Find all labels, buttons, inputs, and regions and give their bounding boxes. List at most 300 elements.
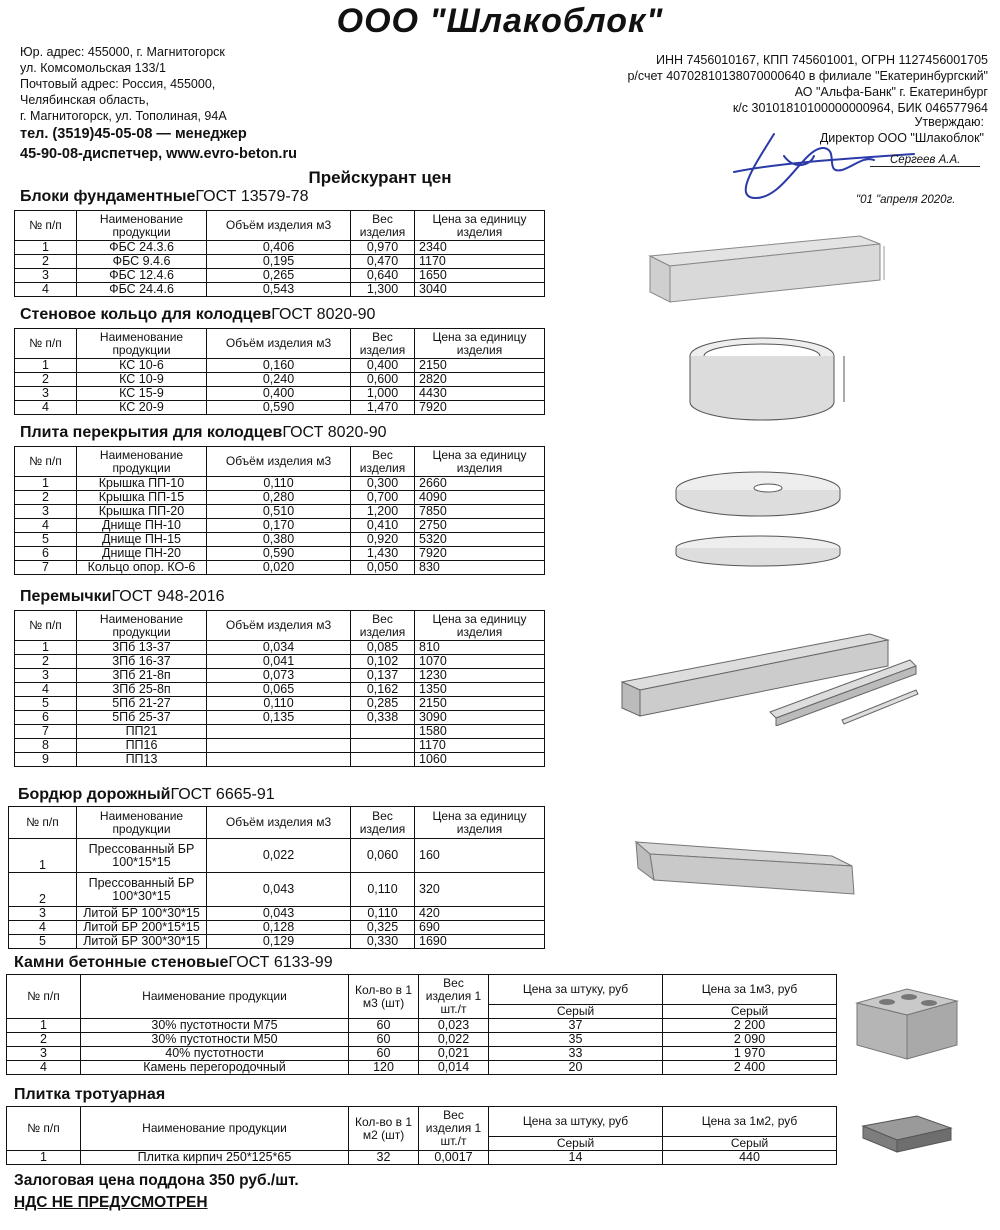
- cell-name: КС 10-6: [77, 359, 207, 373]
- cell-price-m3: 1 970: [663, 1047, 837, 1061]
- table-row: [15, 739, 545, 753]
- cell-num: 4: [7, 1061, 81, 1075]
- bank-line: к/с 30101810100000000964, БИК 046577964: [732, 101, 988, 115]
- cell-price: 7920: [415, 401, 545, 415]
- cell-weight: 0,021: [419, 1047, 489, 1061]
- address-line: Почтовый адрес: Россия, 455000,: [20, 77, 216, 91]
- cell-volume: 0,022: [207, 839, 351, 873]
- cell-price: 1070: [415, 655, 545, 669]
- cell-num: 1: [7, 1151, 81, 1165]
- cell-weight: [351, 753, 415, 767]
- col-weight: Вес изделия: [351, 447, 415, 477]
- col-num: № п/п: [9, 807, 77, 839]
- cell-name: ПП21: [77, 725, 207, 739]
- cell-weight: 0,022: [419, 1033, 489, 1047]
- table-row: [9, 921, 545, 935]
- cell-num: 1: [15, 359, 77, 373]
- table-ks: [14, 328, 545, 415]
- cell-weight: 0,300: [351, 477, 415, 491]
- col-num: № п/п: [15, 211, 77, 241]
- table-row: [15, 359, 545, 373]
- cell-num: 6: [15, 547, 77, 561]
- document-date: "01 "апреля 2020г.: [856, 194, 956, 206]
- table-row: [9, 907, 545, 921]
- cell-weight: 0,640: [351, 269, 415, 283]
- section-title-tiles: [14, 1086, 165, 1104]
- cell-num: 9: [15, 753, 77, 767]
- col-price-m3: Цена за 1м3, руб: [663, 975, 837, 1005]
- col-name: Наименование продукции: [77, 447, 207, 477]
- cell-price: 2340: [415, 241, 545, 255]
- table-stones: [6, 974, 977, 1075]
- cell-name: 30% пустотности М50: [81, 1033, 349, 1047]
- cell-num: 1: [9, 839, 77, 873]
- cell-num: 8: [15, 739, 77, 753]
- cell-price-m3: 2 090: [663, 1033, 837, 1047]
- col-grey: Серый: [489, 1137, 663, 1151]
- cell-price-piece: 37: [489, 1019, 663, 1033]
- table-row: [15, 533, 545, 547]
- cell-num: 3: [9, 907, 77, 921]
- section-gost: ГОСТ 8020-90: [282, 424, 387, 441]
- cell-volume: 0,129: [207, 935, 351, 949]
- cell-num: 2: [15, 491, 77, 505]
- table-row: [15, 387, 545, 401]
- cell-num: 2: [15, 655, 77, 669]
- cell-price: 3040: [415, 283, 545, 297]
- cell-weight: 0,060: [351, 839, 415, 873]
- cell-name: Крышка ПП-15: [77, 491, 207, 505]
- cell-volume: 0,043: [207, 907, 351, 921]
- cell-volume: 0,020: [207, 561, 351, 575]
- cell-weight: 1,470: [351, 401, 415, 415]
- table-row: [15, 669, 545, 683]
- col-weight: Вес изделия: [351, 211, 415, 241]
- cell-weight: 0,0017: [419, 1151, 489, 1165]
- cell-name: КС 10-9: [77, 373, 207, 387]
- cell-num: 3: [15, 505, 77, 519]
- cell-name: 3Пб 13-37: [77, 641, 207, 655]
- cell-weight: 0,410: [351, 519, 415, 533]
- cell-num: 5: [9, 935, 77, 949]
- cell-price: 810: [415, 641, 545, 655]
- col-qty: Кол-во в 1 м3 (шт): [349, 975, 419, 1019]
- cell-price-piece: 33: [489, 1047, 663, 1061]
- cell-name: Днище ПН-20: [77, 547, 207, 561]
- cell-price: 1690: [415, 935, 545, 949]
- cell-weight: 0,285: [351, 697, 415, 711]
- cell-price: 830: [415, 561, 545, 575]
- cell-num: 1: [15, 641, 77, 655]
- cell-name: 3Пб 16-37: [77, 655, 207, 669]
- col-price: Цена за единицу изделия: [415, 447, 545, 477]
- table-plates: [14, 446, 545, 575]
- cell-name: Литой БР 200*15*15: [77, 921, 207, 935]
- cell-price: 2150: [415, 697, 545, 711]
- cell-num: 7: [15, 561, 77, 575]
- well-slab-illustration: [668, 452, 868, 574]
- phone-dispatcher: 45-90-08-диспетчер, www.evro-beton.ru: [20, 146, 297, 162]
- cell-name: ФБС 24.4.6: [77, 283, 207, 297]
- col-price: Цена за единицу изделия: [415, 329, 545, 359]
- cell-volume: 0,590: [207, 547, 351, 561]
- cell-num: 5: [15, 533, 77, 547]
- col-name: Наименование продукции: [81, 1107, 349, 1151]
- cell-qty: 60: [349, 1019, 419, 1033]
- company-title: ООО "Шлакоблок": [336, 2, 664, 40]
- table-row: [7, 1019, 977, 1033]
- cell-volume: 0,110: [207, 477, 351, 491]
- cell-volume: 0,135: [207, 711, 351, 725]
- cell-weight: 1,430: [351, 547, 415, 561]
- table-row: [15, 241, 545, 255]
- table-fbs: [14, 210, 545, 297]
- cell-name: Прессованный БР 100*30*15: [77, 873, 207, 907]
- section-gost: ГОСТ 13579-78: [195, 188, 309, 205]
- cell-price: 160: [415, 839, 545, 873]
- col-name: Наименование продукции: [77, 211, 207, 241]
- col-num: № п/п: [15, 447, 77, 477]
- table-tiles: [6, 1106, 977, 1165]
- cell-num: 1: [7, 1019, 81, 1033]
- cell-name: 30% пустотности М75: [81, 1019, 349, 1033]
- col-weight: Вес изделия 1 шт./т: [419, 1107, 489, 1151]
- cell-name: 5Пб 25-37: [77, 711, 207, 725]
- table-row: [15, 491, 545, 505]
- cell-price: 2150: [415, 359, 545, 373]
- col-name: Наименование продукции: [77, 807, 207, 839]
- bank-line: АО "Альфа-Банк" г. Екатеринбург: [794, 85, 988, 99]
- col-price: Цена за единицу изделия: [415, 611, 545, 641]
- cell-weight: 0,970: [351, 241, 415, 255]
- col-volume: Объём изделия м3: [207, 447, 351, 477]
- phone-manager: тел. (3519)45-05-08 — менеджер: [20, 126, 247, 142]
- cell-name: Литой БР 300*30*15: [77, 935, 207, 949]
- table-row: [9, 873, 545, 907]
- pricelist-title: Прейскурант цен: [308, 168, 452, 187]
- cell-weight: 0,338: [351, 711, 415, 725]
- table-row: [9, 839, 545, 873]
- col-weight: Вес изделия 1 шт./т: [419, 975, 489, 1019]
- cell-num: 5: [15, 697, 77, 711]
- cell-num: 1: [15, 241, 77, 255]
- cell-price: 1170: [415, 739, 545, 753]
- paving-tile-illustration: [857, 1112, 957, 1156]
- cell-weight: 0,110: [351, 873, 415, 907]
- col-grey: Серый: [489, 1005, 663, 1019]
- col-price-m2: Цена за 1м2, руб: [663, 1107, 837, 1137]
- cell-name: ФБС 24.3.6: [77, 241, 207, 255]
- cell-price: 1350: [415, 683, 545, 697]
- section-title-stones: [14, 954, 333, 972]
- cell-price: 3090: [415, 711, 545, 725]
- col-price-piece: Цена за штуку, руб: [489, 975, 663, 1005]
- col-volume: Объём изделия м3: [207, 329, 351, 359]
- section-name: Бордюр дорожный: [18, 786, 171, 803]
- cell-weight: 0,137: [351, 669, 415, 683]
- col-name: Наименование продукции: [77, 611, 207, 641]
- cell-num: 3: [15, 269, 77, 283]
- cell-price-m3: 2 400: [663, 1061, 837, 1075]
- section-gost: ГОСТ 6133-99: [228, 954, 333, 971]
- cell-volume: 0,073: [207, 669, 351, 683]
- well-ring-illustration: [672, 330, 862, 426]
- cell-num: 4: [15, 401, 77, 415]
- cell-volume: 0,510: [207, 505, 351, 519]
- cell-weight: [351, 725, 415, 739]
- section-gost: ГОСТ 6665-91: [170, 786, 275, 803]
- cell-price: 4090: [415, 491, 545, 505]
- cell-price: 7850: [415, 505, 545, 519]
- cell-weight: 0,700: [351, 491, 415, 505]
- col-price-piece: Цена за штуку, руб: [489, 1107, 663, 1137]
- cell-weight: 1,300: [351, 283, 415, 297]
- cell-weight: 1,200: [351, 505, 415, 519]
- section-gost: ГОСТ 8020-90: [271, 306, 376, 323]
- cell-qty: 32: [349, 1151, 419, 1165]
- section-title-curbs: [18, 786, 275, 804]
- cell-name: Плитка кирпич 250*125*65: [81, 1151, 349, 1165]
- cell-num: 4: [15, 283, 77, 297]
- col-num: № п/п: [7, 1107, 81, 1151]
- col-name: Наименование продукции: [77, 329, 207, 359]
- cell-price-m3: 2 200: [663, 1019, 837, 1033]
- concrete-block-illustration: [847, 983, 967, 1063]
- cell-price: 2660: [415, 477, 545, 491]
- table-row: [15, 655, 545, 669]
- table-row: [15, 255, 545, 269]
- cell-name: Крышка ПП-10: [77, 477, 207, 491]
- cell-price: 7920: [415, 547, 545, 561]
- table-row: [15, 269, 545, 283]
- address-line: Челябинская область,: [20, 93, 149, 107]
- bank-details: [388, 52, 988, 116]
- cell-name: КС 20-9: [77, 401, 207, 415]
- cell-name: Кольцо опор. КО-6: [77, 561, 207, 575]
- section-name: Плитка тротуарная: [14, 1086, 166, 1103]
- cell-weight: [351, 739, 415, 753]
- cell-num: 3: [15, 387, 77, 401]
- cell-name: ФБС 12.4.6: [77, 269, 207, 283]
- cell-volume: 0,034: [207, 641, 351, 655]
- col-qty: Кол-во в 1 м2 (шт): [349, 1107, 419, 1151]
- cell-name: 3Пб 25-8п: [77, 683, 207, 697]
- cell-volume: [207, 753, 351, 767]
- table-row: [15, 753, 545, 767]
- cell-volume: 0,590: [207, 401, 351, 415]
- section-title-plates: [20, 424, 387, 442]
- cell-name: Крышка ПП-20: [77, 505, 207, 519]
- table-row: [15, 477, 545, 491]
- cell-volume: [207, 739, 351, 753]
- cell-price: 5320: [415, 533, 545, 547]
- cell-name: ФБС 9.4.6: [77, 255, 207, 269]
- cell-volume: 0,406: [207, 241, 351, 255]
- cell-name: ПП13: [77, 753, 207, 767]
- cell-weight: 0,014: [419, 1061, 489, 1075]
- col-volume: Объём изделия м3: [207, 611, 351, 641]
- approve-label: Утверждаю:: [914, 115, 984, 129]
- cell-weight: 0,110: [351, 907, 415, 921]
- cell-volume: 0,265: [207, 269, 351, 283]
- cell-weight: 0,400: [351, 359, 415, 373]
- col-num: № п/п: [7, 975, 81, 1019]
- cell-weight: 0,023: [419, 1019, 489, 1033]
- cell-name: КС 15-9: [77, 387, 207, 401]
- cell-price: 1170: [415, 255, 545, 269]
- cell-weight: 0,920: [351, 533, 415, 547]
- cell-price: 690: [415, 921, 545, 935]
- cell-volume: 0,170: [207, 519, 351, 533]
- section-name: Плита перекрытия для колодцев: [20, 424, 283, 441]
- cell-name: 40% пустотности: [81, 1047, 349, 1061]
- cell-num: 3: [15, 669, 77, 683]
- cell-num: 2: [7, 1033, 81, 1047]
- table-row: [15, 401, 545, 415]
- cell-weight: 0,085: [351, 641, 415, 655]
- cell-price: 1230: [415, 669, 545, 683]
- cell-price: 4430: [415, 387, 545, 401]
- cell-volume: 0,065: [207, 683, 351, 697]
- address-line: ул. Комсомольская 133/1: [20, 61, 166, 75]
- cell-qty: 60: [349, 1033, 419, 1047]
- cell-weight: 0,470: [351, 255, 415, 269]
- cell-weight: 0,050: [351, 561, 415, 575]
- cell-name: Днище ПН-15: [77, 533, 207, 547]
- cell-name: Камень перегородочный: [81, 1061, 349, 1075]
- bank-line: р/счет 40702810138070000640 в филиале "Екатеринбургский": [627, 69, 988, 83]
- cell-weight: 0,600: [351, 373, 415, 387]
- cell-volume: 0,195: [207, 255, 351, 269]
- cell-price: 420: [415, 907, 545, 921]
- section-name: Камни бетонные стеновые: [14, 954, 229, 971]
- col-weight: Вес изделия: [351, 329, 415, 359]
- legal-address: [20, 44, 350, 164]
- cell-volume: 0,543: [207, 283, 351, 297]
- cell-name: 3Пб 21-8п: [77, 669, 207, 683]
- col-weight: Вес изделия: [351, 611, 415, 641]
- fbs-block-illustration: [640, 216, 930, 308]
- col-weight: Вес изделия: [351, 807, 415, 839]
- col-grey: Серый: [663, 1005, 837, 1019]
- cell-num: 2: [15, 373, 77, 387]
- cell-num: 3: [7, 1047, 81, 1061]
- cell-price: 320: [415, 873, 545, 907]
- table-row: [15, 519, 545, 533]
- cell-qty: 60: [349, 1047, 419, 1061]
- cell-price: 2820: [415, 373, 545, 387]
- table-row: [7, 1033, 977, 1047]
- address-line: Юр. адрес: 455000, г. Магнитогорск: [20, 45, 225, 59]
- cell-volume: 0,043: [207, 873, 351, 907]
- table-curbs: [8, 806, 545, 949]
- cell-volume: 0,380: [207, 533, 351, 547]
- cell-weight: 0,102: [351, 655, 415, 669]
- table-row: [15, 547, 545, 561]
- section-name: Стеновое кольцо для колодцев: [20, 306, 272, 323]
- table-row: [15, 505, 545, 519]
- col-volume: Объём изделия м3: [207, 807, 351, 839]
- signer-name: Сергеев А.А.: [890, 154, 961, 166]
- col-price: Цена за единицу изделия: [415, 211, 545, 241]
- section-title-ks: [20, 306, 375, 324]
- cell-name: Днище ПН-10: [77, 519, 207, 533]
- cell-price: 1580: [415, 725, 545, 739]
- cell-volume: 0,280: [207, 491, 351, 505]
- table-row: [15, 711, 545, 725]
- cell-price-m2: 440: [663, 1151, 837, 1165]
- cell-weight: 0,162: [351, 683, 415, 697]
- section-name: Перемычки: [20, 588, 112, 605]
- cell-volume: 0,110: [207, 697, 351, 711]
- cell-num: 6: [15, 711, 77, 725]
- col-grey: Серый: [663, 1137, 837, 1151]
- table-row: [15, 725, 545, 739]
- cell-price: 1650: [415, 269, 545, 283]
- table-row: [15, 697, 545, 711]
- section-gost: ГОСТ 948-2016: [111, 588, 225, 605]
- cell-num: 4: [9, 921, 77, 935]
- cell-name: ПП16: [77, 739, 207, 753]
- section-title-lintels: [20, 588, 225, 606]
- signature-line: [870, 166, 980, 167]
- section-title-fbs: [20, 188, 308, 206]
- cell-price-piece: 20: [489, 1061, 663, 1075]
- pallet-deposit: Залоговая цена поддона 350 руб./шт.: [14, 1172, 299, 1189]
- table-row: [9, 935, 545, 949]
- cell-volume: 0,160: [207, 359, 351, 373]
- cell-price-piece: 35: [489, 1033, 663, 1047]
- stone-image-cell: [837, 975, 977, 1075]
- table-row: [15, 683, 545, 697]
- cell-name: 5Пб 21-27: [77, 697, 207, 711]
- cell-name: Литой БР 100*30*15: [77, 907, 207, 921]
- cell-weight: 0,330: [351, 935, 415, 949]
- vat-note: НДС НЕ ПРЕДУСМОТРЕН: [14, 1194, 208, 1211]
- section-name: Блоки фундаментные: [20, 188, 196, 205]
- table-row: [15, 373, 545, 387]
- cell-num: 1: [15, 477, 77, 491]
- lintels-illustration: [620, 626, 920, 726]
- cell-volume: 0,041: [207, 655, 351, 669]
- cell-num: 2: [15, 255, 77, 269]
- cell-weight: 0,325: [351, 921, 415, 935]
- table-row: [7, 1061, 977, 1075]
- table-lintels: [14, 610, 545, 767]
- cell-qty: 120: [349, 1061, 419, 1075]
- cell-price: 1060: [415, 753, 545, 767]
- cell-volume: 0,240: [207, 373, 351, 387]
- col-num: № п/п: [15, 611, 77, 641]
- table-row: [15, 283, 545, 297]
- cell-weight: 1,000: [351, 387, 415, 401]
- table-row: [15, 561, 545, 575]
- table-row: [15, 641, 545, 655]
- cell-price: 2750: [415, 519, 545, 533]
- cell-num: 4: [15, 519, 77, 533]
- cell-num: 7: [15, 725, 77, 739]
- cell-volume: [207, 725, 351, 739]
- tile-image-cell: [837, 1107, 977, 1165]
- col-volume: Объём изделия м3: [207, 211, 351, 241]
- cell-num: 2: [9, 873, 77, 907]
- cell-volume: 0,400: [207, 387, 351, 401]
- col-name: Наименование продукции: [81, 975, 349, 1019]
- address-line: г. Магнитогорск, ул. Тополиная, 94А: [20, 109, 227, 123]
- cell-name: Прессованный БР 100*15*15: [77, 839, 207, 873]
- table-row: [7, 1047, 977, 1061]
- cell-price-piece: 14: [489, 1151, 663, 1165]
